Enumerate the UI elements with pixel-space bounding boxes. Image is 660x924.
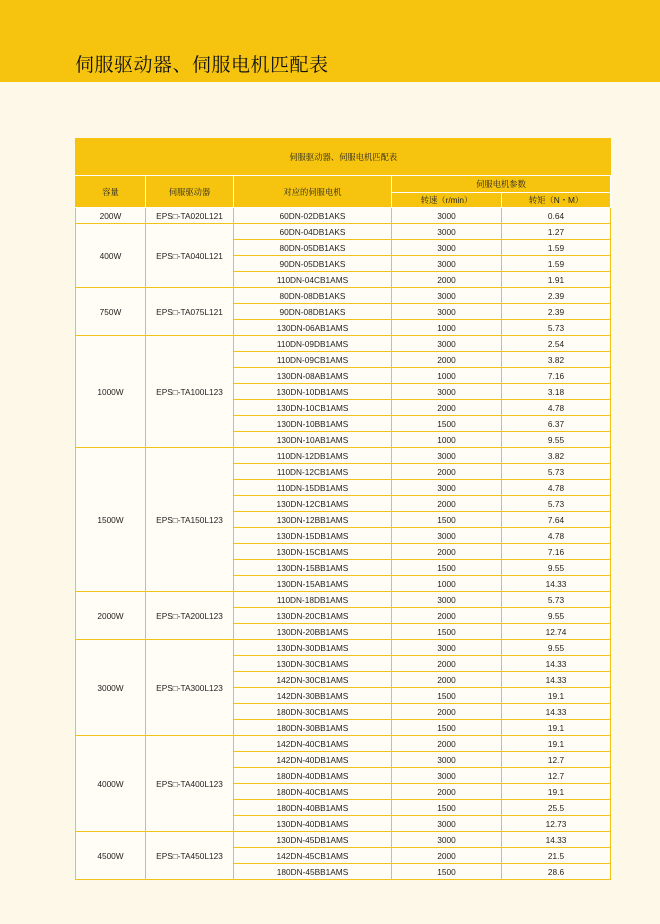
driver-cell: EPS□-TA400L123 (146, 736, 234, 832)
speed-cell: 2000 (392, 352, 502, 368)
speed-cell: 3000 (392, 336, 502, 352)
capacity-cell: 1000W (76, 336, 146, 448)
torque-cell: 5.73 (502, 496, 611, 512)
speed-cell: 2000 (392, 272, 502, 288)
speed-cell: 1500 (392, 800, 502, 816)
torque-cell: 14.33 (502, 672, 611, 688)
speed-cell: 3000 (392, 448, 502, 464)
torque-cell: 5.73 (502, 320, 611, 336)
torque-cell: 12.74 (502, 624, 611, 640)
torque-cell: 9.55 (502, 640, 611, 656)
speed-cell: 1000 (392, 368, 502, 384)
motor-cell: 130DN-30DB1AMS (234, 640, 392, 656)
capacity-cell: 200W (76, 208, 146, 224)
motor-cell: 180DN-40DB1AMS (234, 768, 392, 784)
table-row (76, 592, 611, 608)
table-row (76, 336, 611, 352)
torque-cell: 4.78 (502, 480, 611, 496)
torque-cell: 14.33 (502, 832, 611, 848)
capacity-cell: 1500W (76, 448, 146, 592)
motor-cell: 142DN-40DB1AMS (234, 752, 392, 768)
speed-cell: 1500 (392, 560, 502, 576)
torque-cell: 28.6 (502, 864, 611, 880)
capacity-cell: 400W (76, 224, 146, 288)
torque-cell: 9.55 (502, 608, 611, 624)
page-title: 伺服驱动器、伺服电机匹配表 (75, 54, 329, 76)
speed-cell: 2000 (392, 672, 502, 688)
motor-cell: 142DN-40CB1AMS (234, 736, 392, 752)
speed-cell: 2000 (392, 848, 502, 864)
motor-cell: 90DN-08DB1AKS (234, 304, 392, 320)
torque-cell: 14.33 (502, 704, 611, 720)
motor-cell: 130DN-10AB1AMS (234, 432, 392, 448)
table-body (76, 208, 611, 880)
motor-cell: 142DN-30BB1AMS (234, 688, 392, 704)
speed-cell: 3000 (392, 528, 502, 544)
speed-cell: 3000 (392, 768, 502, 784)
torque-cell: 9.55 (502, 432, 611, 448)
torque-cell: 6.37 (502, 416, 611, 432)
speed-cell: 3000 (392, 640, 502, 656)
torque-cell: 7.16 (502, 368, 611, 384)
motor-cell: 110DN-09DB1AMS (234, 336, 392, 352)
torque-cell: 14.33 (502, 656, 611, 672)
driver-cell: EPS□-TA450L123 (146, 832, 234, 880)
speed-cell: 3000 (392, 208, 502, 224)
speed-cell: 1500 (392, 720, 502, 736)
motor-cell: 110DN-12DB1AMS (234, 448, 392, 464)
torque-cell: 3.82 (502, 352, 611, 368)
motor-cell: 110DN-18DB1AMS (234, 592, 392, 608)
motor-cell: 130DN-15BB1AMS (234, 560, 392, 576)
driver-cell: EPS□-TA200L123 (146, 592, 234, 640)
table-row (76, 736, 611, 752)
motor-cell: 180DN-30BB1AMS (234, 720, 392, 736)
speed-cell: 1500 (392, 512, 502, 528)
torque-cell: 14.33 (502, 576, 611, 592)
torque-cell: 12.73 (502, 816, 611, 832)
driver-cell: EPS□-TA040L121 (146, 224, 234, 288)
speed-cell: 2000 (392, 400, 502, 416)
speed-cell: 1500 (392, 688, 502, 704)
torque-cell: 1.27 (502, 224, 611, 240)
torque-cell: 2.54 (502, 336, 611, 352)
header-capacity: 容量 (76, 176, 146, 208)
speed-cell: 1000 (392, 432, 502, 448)
torque-cell: 12.7 (502, 752, 611, 768)
speed-cell: 3000 (392, 752, 502, 768)
speed-cell: 3000 (392, 240, 502, 256)
motor-cell: 180DN-40BB1AMS (234, 800, 392, 816)
motor-cell: 130DN-15CB1AMS (234, 544, 392, 560)
motor-cell: 80DN-08DB1AKS (234, 288, 392, 304)
torque-cell: 19.1 (502, 736, 611, 752)
motor-cell: 130DN-06AB1AMS (234, 320, 392, 336)
torque-cell: 2.39 (502, 288, 611, 304)
torque-cell: 3.18 (502, 384, 611, 400)
motor-cell: 180DN-45BB1AMS (234, 864, 392, 880)
speed-cell: 3000 (392, 832, 502, 848)
header-driver: 伺服驱动器 (146, 176, 234, 208)
header-motor: 对应的伺服电机 (234, 176, 392, 208)
torque-cell: 5.73 (502, 464, 611, 480)
speed-cell: 1000 (392, 320, 502, 336)
header-speed: 转速（r/min） (392, 193, 502, 208)
speed-cell: 3000 (392, 384, 502, 400)
torque-cell: 19.1 (502, 784, 611, 800)
motor-cell: 130DN-30CB1AMS (234, 656, 392, 672)
motor-cell: 110DN-04CB1AMS (234, 272, 392, 288)
motor-cell: 130DN-15DB1AMS (234, 528, 392, 544)
motor-cell: 130DN-15AB1AMS (234, 576, 392, 592)
speed-cell: 2000 (392, 736, 502, 752)
motor-cell: 60DN-02DB1AKS (234, 208, 392, 224)
driver-cell: EPS□-TA020L121 (146, 208, 234, 224)
table-row (76, 224, 611, 240)
speed-cell: 1500 (392, 416, 502, 432)
table-row (76, 448, 611, 464)
motor-cell: 130DN-12BB1AMS (234, 512, 392, 528)
motor-cell: 130DN-12CB1AMS (234, 496, 392, 512)
speed-cell: 3000 (392, 304, 502, 320)
speed-cell: 3000 (392, 816, 502, 832)
capacity-cell: 4500W (76, 832, 146, 880)
capacity-cell: 750W (76, 288, 146, 336)
speed-cell: 1000 (392, 576, 502, 592)
torque-cell: 12.7 (502, 768, 611, 784)
speed-cell: 3000 (392, 480, 502, 496)
speed-cell: 3000 (392, 592, 502, 608)
motor-cell: 180DN-40CB1AMS (234, 784, 392, 800)
torque-cell: 9.55 (502, 560, 611, 576)
speed-cell: 2000 (392, 704, 502, 720)
motor-cell: 130DN-10BB1AMS (234, 416, 392, 432)
torque-cell: 19.1 (502, 688, 611, 704)
speed-cell: 1500 (392, 864, 502, 880)
capacity-cell: 4000W (76, 736, 146, 832)
table-row (76, 208, 611, 224)
torque-cell: 7.16 (502, 544, 611, 560)
driver-cell: EPS□-TA300L123 (146, 640, 234, 736)
speed-cell: 2000 (392, 464, 502, 480)
speed-cell: 2000 (392, 656, 502, 672)
torque-cell: 7.64 (502, 512, 611, 528)
motor-cell: 130DN-40DB1AMS (234, 816, 392, 832)
header-params: 伺服电机参数 (392, 176, 611, 193)
driver-cell: EPS□-TA075L121 (146, 288, 234, 336)
torque-cell: 5.73 (502, 592, 611, 608)
driver-cell: EPS□-TA100L123 (146, 336, 234, 448)
capacity-cell: 2000W (76, 592, 146, 640)
motor-cell: 180DN-30CB1AMS (234, 704, 392, 720)
motor-cell: 80DN-05DB1AKS (234, 240, 392, 256)
torque-cell: 3.82 (502, 448, 611, 464)
speed-cell: 2000 (392, 544, 502, 560)
motor-cell: 130DN-45DB1AMS (234, 832, 392, 848)
table-row (76, 832, 611, 848)
motor-cell: 130DN-08AB1AMS (234, 368, 392, 384)
capacity-cell: 3000W (76, 640, 146, 736)
motor-cell: 130DN-20BB1AMS (234, 624, 392, 640)
table-caption: 伺服驱动器、伺服电机匹配表 (76, 138, 611, 176)
motor-cell: 110DN-09CB1AMS (234, 352, 392, 368)
motor-cell: 142DN-45CB1AMS (234, 848, 392, 864)
speed-cell: 3000 (392, 256, 502, 272)
table-row (76, 288, 611, 304)
header-torque: 转矩（N・M） (502, 193, 611, 208)
torque-cell: 4.78 (502, 528, 611, 544)
speed-cell: 2000 (392, 496, 502, 512)
torque-cell: 2.39 (502, 304, 611, 320)
torque-cell: 19.1 (502, 720, 611, 736)
motor-cell: 60DN-04DB1AKS (234, 224, 392, 240)
torque-cell: 25.5 (502, 800, 611, 816)
speed-cell: 3000 (392, 288, 502, 304)
motor-cell: 142DN-30CB1AMS (234, 672, 392, 688)
speed-cell: 2000 (392, 608, 502, 624)
torque-cell: 21.5 (502, 848, 611, 864)
matching-table (75, 138, 611, 880)
motor-cell: 110DN-15DB1AMS (234, 480, 392, 496)
torque-cell: 0.64 (502, 208, 611, 224)
torque-cell: 1.59 (502, 240, 611, 256)
speed-cell: 2000 (392, 784, 502, 800)
motor-cell: 130DN-10CB1AMS (234, 400, 392, 416)
motor-cell: 110DN-12CB1AMS (234, 464, 392, 480)
matching-table-container (75, 138, 610, 880)
torque-cell: 1.59 (502, 256, 611, 272)
motor-cell: 130DN-20CB1AMS (234, 608, 392, 624)
motor-cell: 90DN-05DB1AKS (234, 256, 392, 272)
speed-cell: 1500 (392, 624, 502, 640)
speed-cell: 3000 (392, 224, 502, 240)
motor-cell: 130DN-10DB1AMS (234, 384, 392, 400)
table-row (76, 640, 611, 656)
torque-cell: 1.91 (502, 272, 611, 288)
driver-cell: EPS□-TA150L123 (146, 448, 234, 592)
torque-cell: 4.78 (502, 400, 611, 416)
